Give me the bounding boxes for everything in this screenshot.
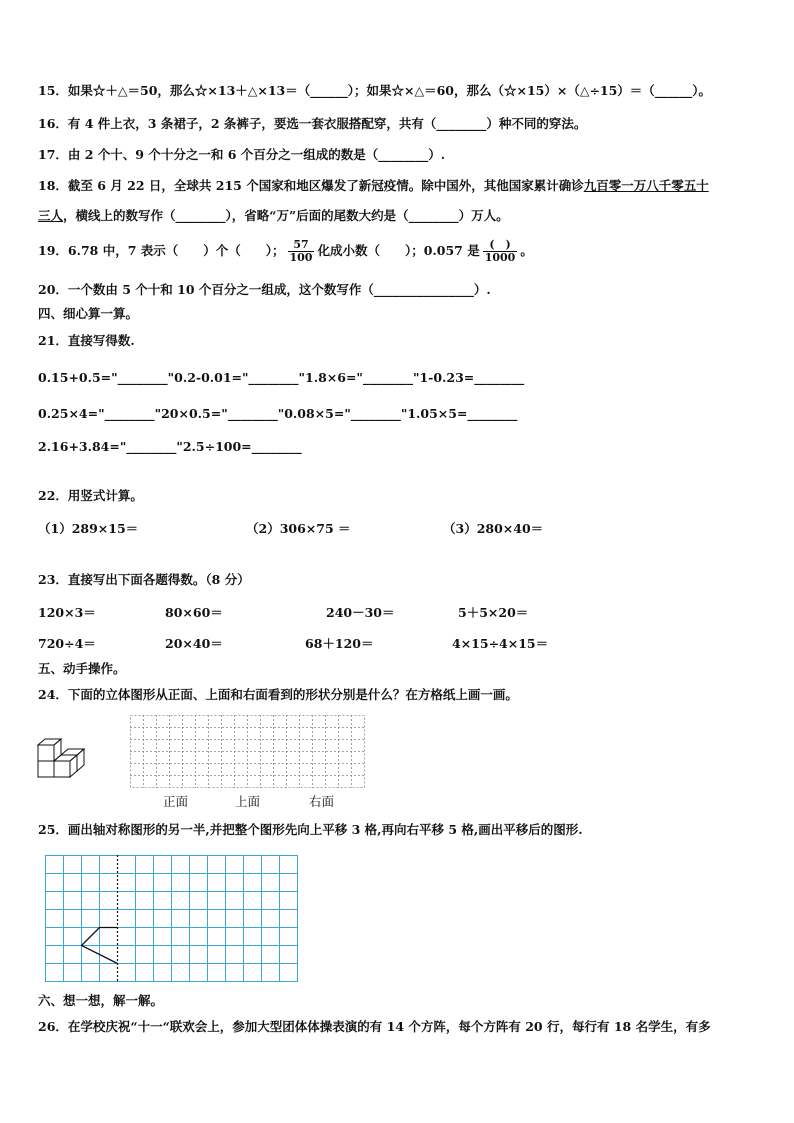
question-23-r1c1: 120×3＝ <box>38 605 96 620</box>
question-18-underlined-end: 三人 <box>38 208 64 223</box>
question-21-row2: 0.25×4="________"20×0.5="________"0.08×5="________"1.05×5=________ <box>38 406 518 421</box>
section-4-heading: 四、细心算一算。 <box>38 306 139 321</box>
section-5-heading: 五、动手操作。 <box>38 661 126 676</box>
question-23-r2c1: 720÷4＝ <box>38 636 96 651</box>
question-19 <box>38 236 533 266</box>
question-22-item-1: （1）289×15＝ <box>38 521 139 536</box>
question-23: 23．直接写出下面各题得数。（8 分） <box>38 572 250 587</box>
question-21: 21．直接写得数. <box>38 333 135 348</box>
question-23-r1c4: 5＋5×20＝ <box>458 605 529 620</box>
question-26: 26．在学校庆祝“十一“联欢会上，参加大型团体体操表演的有 14 个方阵，每个方阵有 20 行，每行有 18 名学生，有多 <box>38 1019 711 1034</box>
fraction-denominator: 1000 <box>484 251 516 264</box>
question-16: 16．有 4 件上衣，3 条裙子，2 条裤子，要选一套衣服搭配穿，共有（________）种不同的穿法。 <box>38 116 587 131</box>
dashed-drawing-grid[interactable] <box>130 715 366 789</box>
question-19-part1: 19．6.78 中，7 表示（ ）个（ ）； <box>38 243 285 258</box>
question-17: 17．由 2 个十、9 个十分之一和 6 个百分之一组成的数是（________）. <box>38 147 446 162</box>
question-23-r2c3: 68＋120＝ <box>305 636 374 651</box>
view-label-right: 右面 <box>309 794 335 809</box>
question-21-row3: 2.16+3.84="________"2.5÷100=________ <box>38 439 302 454</box>
question-23-r1c2: 80×60＝ <box>165 605 223 620</box>
question-18-text-2: ，横线上的数写作（________），省略“万”后面的尾数大约是（________）万人。 <box>63 208 509 223</box>
question-18-line2 <box>38 208 509 224</box>
question-18-underlined-number: 九百零一万八千零五十 <box>583 178 709 193</box>
question-19-part2: 化成小数（ ）；0.057 是 <box>317 243 480 258</box>
question-22: 22．用竖式计算。 <box>38 488 143 503</box>
fraction-denominator: 100 <box>289 251 313 264</box>
cube-stack-figure <box>36 738 88 786</box>
question-23-r1c3: 240－30＝ <box>326 605 395 620</box>
question-15: 15．如果☆＋△＝50，那么☆×13＋△×13＝（______）；如果☆×△＝60，那么（☆×15）×（△÷15）＝（______）。 <box>38 83 712 98</box>
question-23-r2c2: 20×40＝ <box>165 636 223 651</box>
fraction-57-100 <box>288 239 315 264</box>
fraction-blank-1000 <box>483 239 518 264</box>
question-22-item-3: （3）280×40＝ <box>443 521 544 536</box>
question-19-part3: 。 <box>520 243 533 258</box>
question-22-item-2: （2）306×75 ＝ <box>246 521 351 536</box>
section-6-heading: 六、想一想，解一解。 <box>38 993 164 1008</box>
question-18-text: 18．截至 6 月 22 日，全球共 215 个国家和地区爆发了新冠疫情。除中国外，其他国家累计确诊 <box>38 178 584 193</box>
question-24: 24．下面的立体图形从正面、上面和右面看到的形状分别是什么？在方格纸上画一画。 <box>38 687 518 702</box>
view-label-top: 上面 <box>235 794 261 809</box>
question-25: 25．画出轴对称图形的另一半,并把整个图形先向上平移 3 格,再向右平移 5 格,画出平移后的图形. <box>38 822 583 837</box>
question-20: 20．一个数由 5 个十和 10 个百分之一组成，这个数写作（________________）. <box>38 282 491 297</box>
symmetry-grid[interactable] <box>45 855 299 983</box>
fraction-numerator: ( ) <box>483 239 518 252</box>
question-21-row1: 0.15+0.5="________"0.2-0.01="________"1.8×6="________"1-0.23=________ <box>38 370 525 385</box>
question-23-r2c4: 4×15÷4×15＝ <box>452 636 549 651</box>
view-label-front: 正面 <box>163 794 189 809</box>
fraction-numerator: 57 <box>288 239 315 252</box>
question-18-line1 <box>38 178 709 194</box>
